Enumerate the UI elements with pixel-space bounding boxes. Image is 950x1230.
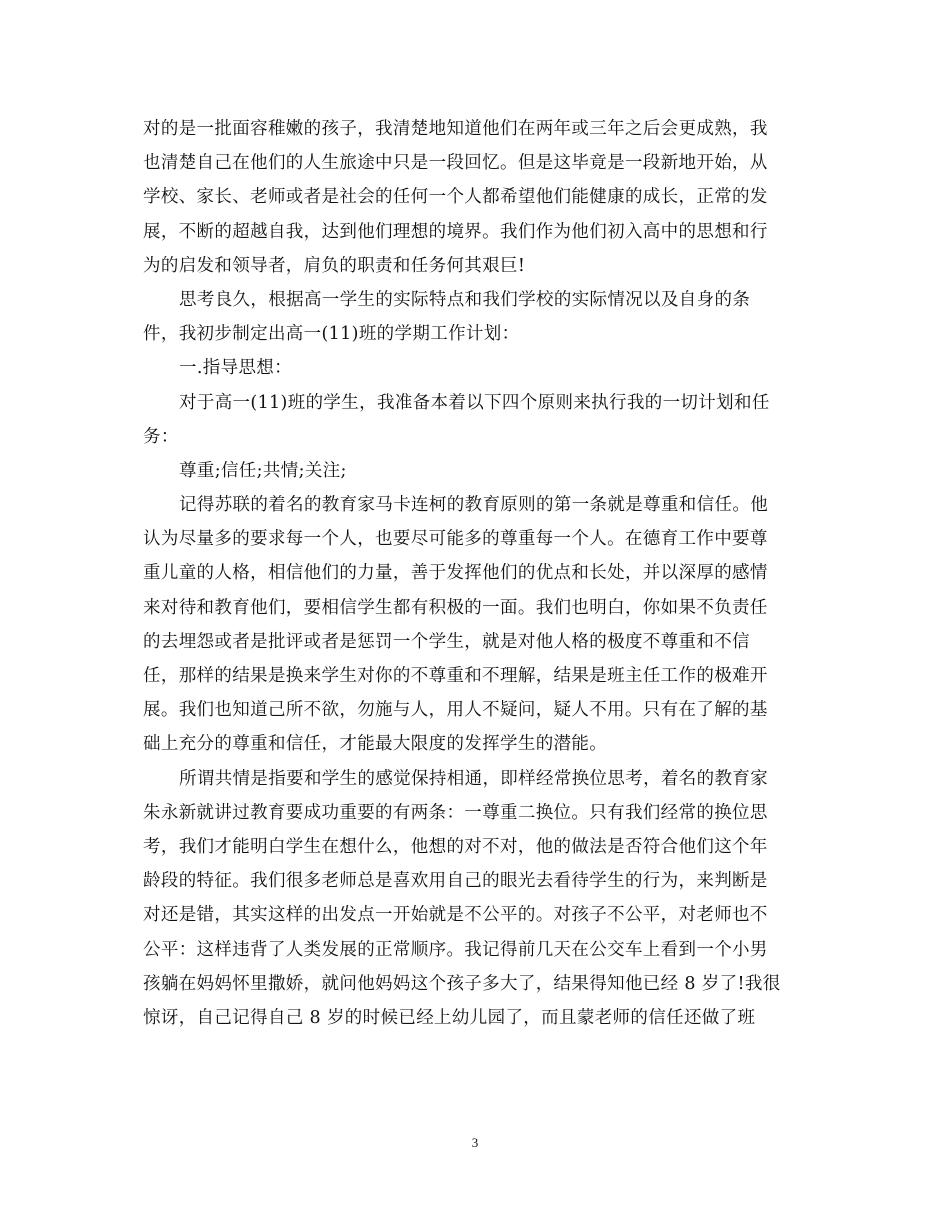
text-line: 认为尽量多的要求每一个人，也要尽可能多的尊重每一个人。在德育工作中要尊	[143, 529, 768, 550]
text-line: 一.指导思想：	[179, 358, 293, 379]
text-line: 也清楚自己在他们的人生旅途中只是一段回忆。但是这毕竟是一段新地开始，从	[143, 153, 768, 174]
text-line: 公平：这样违背了人类发展的正常顺序。我记得前几天在公交车上看到一个小男	[143, 939, 768, 960]
text-line: 所谓共情是指要和学生的感觉保持相通，即样经常换位思考，着名的教育家	[179, 768, 769, 789]
text-line: 展，不断的超越自我，达到他们理想的境界。我们作为他们初入高中的思想和行	[143, 221, 768, 242]
text-line: 为的启发和领导者，肩负的职责和任务何其艰巨!	[143, 255, 526, 276]
body-text	[143, 112, 813, 1035]
text-line: 对还是错，其实这样的出发点一开始就是不公平的。对孩子不公平，对老师也不	[143, 905, 768, 926]
text-line: 务：	[143, 426, 179, 447]
text-line: 对于高一(11)班的学生，我准备本着以下四个原则来执行我的一切计划和任	[179, 392, 770, 413]
text-line: 考，我们才能明白学生在想什么，他想的对不对，他的做法是否符合他们这个年	[143, 836, 768, 857]
text-line: 思考良久，根据高一学生的实际特点和我们学校的实际情况以及自身的条	[179, 289, 751, 310]
text-line: 件，我初步制定出高一(11)班的学期工作计划：	[143, 324, 520, 345]
text-line: 任，那样的结果是换来学生对你的不尊重和不理解，结果是班主任工作的极难开	[143, 666, 768, 686]
text-line: 重儿童的人格，相信他们的力量，善于发挥他们的优点和长处，并以深厚的感情	[143, 563, 768, 584]
text-line: 的去埋怨或者是批评或者是惩罚一个学生，就是对他人格的极度不尊重和不信	[143, 631, 750, 652]
page-number: 3	[471, 1135, 479, 1150]
text-line: 孩躺在妈妈怀里撒娇，就问他妈妈这个孩子多大了，结果得知他已经 8 岁了!我很	[143, 973, 781, 994]
text-line: 惊讶，自己记得自己 8 岁的时候已经上幼儿园了，而且蒙老师的信任还做了班	[143, 1007, 756, 1028]
text-line: 记得苏联的着名的教育家马卡连柯的教育原则的第一条就是尊重和信任。他	[179, 495, 769, 516]
text-line: 础上充分的尊重和信任，才能最大限度的发挥学生的潜能。	[143, 734, 608, 755]
text-line: 对的是一批面容稚嫩的孩子，我清楚地知道他们在两年或三年之后会更成熟，我	[143, 119, 768, 139]
text-line: 学校、家长、老师或者是社会的任何一个人都希望他们能健康的成长，正常的发	[143, 187, 768, 208]
text-line: 朱永新就讲过教育要成功重要的有两条：一尊重二换位。只有我们经常的换位思	[143, 802, 768, 823]
text-line: 龄段的特征。我们很多老师总是喜欢用自己的眼光去看待学生的行为，来判断是	[143, 871, 768, 892]
text-line: 尊重;信任;共情;关注;	[179, 460, 347, 481]
text-line: 来对待和教育他们，要相信学生都有积极的一面。我们也明白，你如果不负责任	[143, 597, 768, 618]
text-line: 展。我们也知道己所不欲，勿施与人，用人不疑问，疑人不用。只有在了解的基	[143, 700, 768, 721]
